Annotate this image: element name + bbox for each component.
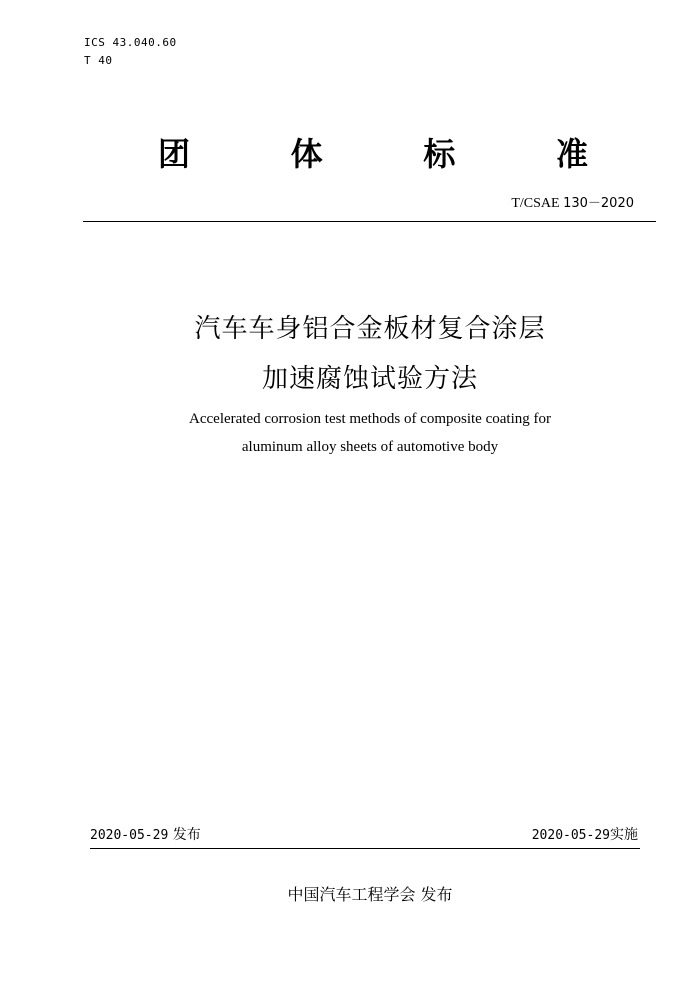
title-english-line-1: Accelerated corrosion test methods of composite coating for [189, 411, 551, 427]
ics-code: ICS 43.040.60 [84, 36, 177, 49]
standard-type-char: 团 [158, 135, 191, 173]
title-chinese-line-1: 汽车车身铝合金板材复合涂层 [194, 314, 546, 344]
standard-number-prefix: T/CSAE [511, 196, 560, 211]
category-code: T 40 [84, 54, 113, 67]
publisher [0, 882, 700, 905]
standard-number-code: 130－2020 [563, 196, 634, 211]
title-chinese-line-2: 加速腐蚀试验方法 [261, 364, 478, 394]
standard-type-char: 准 [555, 135, 588, 173]
issue-date [90, 824, 201, 844]
publisher-action: 发布 [420, 885, 453, 904]
header-divider [83, 221, 656, 222]
footer-divider [90, 848, 640, 849]
standard-type-title [158, 130, 588, 174]
standard-number [511, 192, 634, 212]
issue-date-value: 2020-05-29 [90, 828, 169, 843]
implementation-date [532, 824, 638, 844]
implementation-date-value: 2020-05-29 [531, 828, 610, 843]
standard-type-char: 体 [290, 135, 323, 173]
standard-type-char: 标 [423, 135, 456, 173]
title-english-line-2: aluminum alloy sheets of automotive body [241, 439, 499, 455]
issue-date-label: 发布 [172, 827, 201, 843]
implementation-date-label: 实施 [610, 827, 638, 843]
publisher-name: 中国汽车工程学会 [287, 885, 416, 904]
